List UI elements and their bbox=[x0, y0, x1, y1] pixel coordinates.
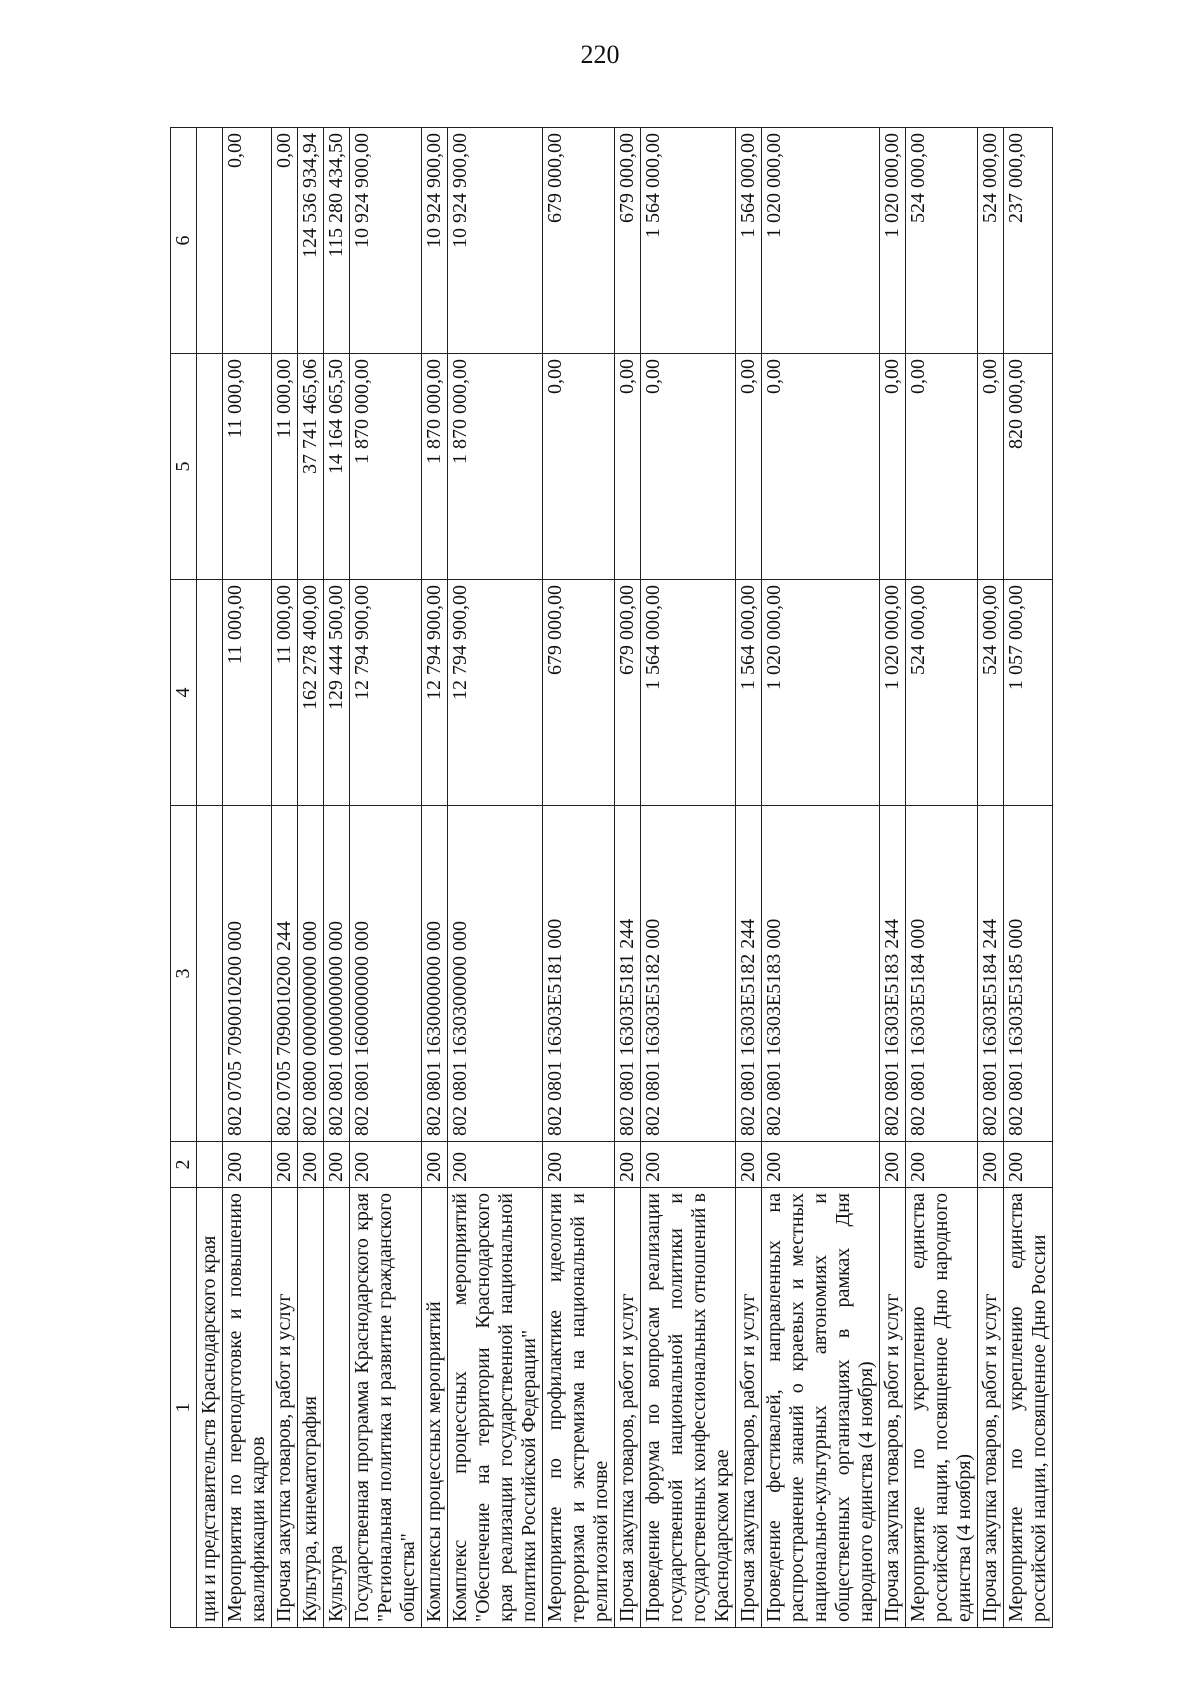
cell-name: Государственная программа Краснодарского края "Региональная политика и развитие гражданского общества" bbox=[350, 1188, 422, 1628]
cell-v4: 679 000,00 bbox=[615, 580, 641, 806]
cell-name: Мероприятия по переподготовке и повышению квалификации кадров bbox=[223, 1188, 272, 1628]
cell-code: 200 bbox=[223, 1142, 272, 1188]
table-row bbox=[448, 128, 543, 1628]
cell-name: Прочая закупка товаров, работ и услуг bbox=[736, 1188, 762, 1628]
cell-v6 bbox=[197, 128, 223, 354]
cell-kbk: 802 0801 16303E5182 000 bbox=[641, 806, 736, 1142]
rotated-table-container bbox=[170, 128, 1075, 1628]
cell-v6: 10 924 900,00 bbox=[350, 128, 422, 354]
cell-v6: 524 000,00 bbox=[906, 128, 978, 354]
header-cell: 5 bbox=[171, 354, 197, 580]
cell-kbk: 802 0801 16303E5183 244 bbox=[880, 806, 906, 1142]
cell-v4: 12 794 900,00 bbox=[422, 580, 448, 806]
header-cell: 3 bbox=[171, 806, 197, 1142]
cell-code: 200 bbox=[641, 1142, 736, 1188]
cell-v4: 524 000,00 bbox=[978, 580, 1004, 806]
table-row bbox=[641, 128, 736, 1628]
table-row bbox=[298, 128, 324, 1628]
cell-kbk: 802 0801 0000000000 000 bbox=[324, 806, 350, 1142]
cell-v4: 129 444 500,00 bbox=[324, 580, 350, 806]
cell-v4: 12 794 900,00 bbox=[448, 580, 543, 806]
cell-kbk: 802 0801 16303E5181 000 bbox=[543, 806, 615, 1142]
cell-v4: 1 057 000,00 bbox=[1004, 580, 1053, 806]
cell-code: 200 bbox=[615, 1142, 641, 1188]
cell-v5: 0,00 bbox=[978, 354, 1004, 580]
cell-kbk: 802 0801 16303E5184 244 bbox=[978, 806, 1004, 1142]
cell-v4: 1 564 000,00 bbox=[641, 580, 736, 806]
cell-v6: 1 564 000,00 bbox=[736, 128, 762, 354]
cell-v5: 1 870 000,00 bbox=[448, 354, 543, 580]
cell-v6: 1 020 000,00 bbox=[762, 128, 880, 354]
table-row bbox=[880, 128, 906, 1628]
table-row bbox=[543, 128, 615, 1628]
cell-v6: 679 000,00 bbox=[543, 128, 615, 354]
header-row bbox=[171, 128, 197, 1628]
table-row bbox=[197, 128, 223, 1628]
table-row bbox=[223, 128, 272, 1628]
cell-v6: 679 000,00 bbox=[615, 128, 641, 354]
header-cell: 4 bbox=[171, 580, 197, 806]
cell-v6: 0,00 bbox=[223, 128, 272, 354]
cell-code: 200 bbox=[543, 1142, 615, 1188]
cell-v6: 10 924 900,00 bbox=[448, 128, 543, 354]
cell-v4: 1 564 000,00 bbox=[736, 580, 762, 806]
cell-kbk bbox=[197, 806, 223, 1142]
cell-name: Комплекс процессных мероприятий "Обеспечение на территории Краснодарского края реализации государственной национальной политики Российской Федерации" bbox=[448, 1188, 543, 1628]
table-row bbox=[762, 128, 880, 1628]
cell-name: Мероприятие по профилактике идеологии терроризма и экстремизма на национальной и религиозной почве bbox=[543, 1188, 615, 1628]
cell-v5: 0,00 bbox=[906, 354, 978, 580]
cell-name: Прочая закупка товаров, работ и услуг bbox=[978, 1188, 1004, 1628]
cell-kbk: 802 0705 7090010200 244 bbox=[272, 806, 298, 1142]
cell-v5: 820 000,00 bbox=[1004, 354, 1053, 580]
cell-code: 200 bbox=[298, 1142, 324, 1188]
table-row bbox=[272, 128, 298, 1628]
cell-code: 200 bbox=[1004, 1142, 1053, 1188]
table-row bbox=[422, 128, 448, 1628]
cell-name: Культура, кинематография bbox=[298, 1188, 324, 1628]
cell-v4: 679 000,00 bbox=[543, 580, 615, 806]
cell-code: 200 bbox=[422, 1142, 448, 1188]
cell-v5: 0,00 bbox=[762, 354, 880, 580]
cell-v6: 524 000,00 bbox=[978, 128, 1004, 354]
cell-v4: 12 794 900,00 bbox=[350, 580, 422, 806]
header-cell: 6 bbox=[171, 128, 197, 354]
cell-v6: 10 924 900,00 bbox=[422, 128, 448, 354]
cell-name: Мероприятие по укреплению единства российской нации, посвященное Дню России bbox=[1004, 1188, 1053, 1628]
header-cell: 1 bbox=[171, 1188, 197, 1628]
cell-code: 200 bbox=[324, 1142, 350, 1188]
cell-v6: 1 564 000,00 bbox=[641, 128, 736, 354]
table-row bbox=[736, 128, 762, 1628]
cell-v4: 524 000,00 bbox=[906, 580, 978, 806]
cell-v6: 0,00 bbox=[272, 128, 298, 354]
table-row bbox=[350, 128, 422, 1628]
cell-kbk: 802 0800 0000000000 000 bbox=[298, 806, 324, 1142]
cell-v6: 1 020 000,00 bbox=[880, 128, 906, 354]
table-row bbox=[615, 128, 641, 1628]
cell-name: Прочая закупка товаров, работ и услуг bbox=[880, 1188, 906, 1628]
cell-name: ции и представительств Краснодарского края bbox=[197, 1188, 223, 1628]
table-row bbox=[978, 128, 1004, 1628]
cell-kbk: 802 0801 16303E5185 000 bbox=[1004, 806, 1053, 1142]
cell-v5: 0,00 bbox=[543, 354, 615, 580]
cell-v6: 237 000,00 bbox=[1004, 128, 1053, 354]
cell-code: 200 bbox=[880, 1142, 906, 1188]
table-row bbox=[1004, 128, 1053, 1628]
cell-v6: 124 536 934,94 bbox=[298, 128, 324, 354]
cell-v6: 115 280 434,50 bbox=[324, 128, 350, 354]
cell-kbk: 802 0801 1630000000 000 bbox=[422, 806, 448, 1142]
cell-v4 bbox=[197, 580, 223, 806]
cell-name: Культура bbox=[324, 1188, 350, 1628]
cell-v4: 11 000,00 bbox=[223, 580, 272, 806]
cell-kbk: 802 0801 16303E5183 000 bbox=[762, 806, 880, 1142]
table-row bbox=[906, 128, 978, 1628]
cell-v5: 11 000,00 bbox=[223, 354, 272, 580]
cell-v4: 162 278 400,00 bbox=[298, 580, 324, 806]
cell-v5: 1 870 000,00 bbox=[350, 354, 422, 580]
cell-code: 200 bbox=[762, 1142, 880, 1188]
cell-v5: 14 164 065,50 bbox=[324, 354, 350, 580]
cell-v5: 0,00 bbox=[736, 354, 762, 580]
cell-code: 200 bbox=[736, 1142, 762, 1188]
cell-code: 200 bbox=[350, 1142, 422, 1188]
cell-v5: 0,00 bbox=[641, 354, 736, 580]
cell-kbk: 802 0801 16303E5182 244 bbox=[736, 806, 762, 1142]
cell-name: Проведение фестивалей, направленных на распространение знаний о краевых и местных национально-культурных автономиях и общественных организациях в рамках Дня народного единства (4 ноября) bbox=[762, 1188, 880, 1628]
cell-kbk: 802 0801 1600000000 000 bbox=[350, 806, 422, 1142]
cell-kbk: 802 0801 16303E5181 244 bbox=[615, 806, 641, 1142]
cell-name: Проведение форума по вопросам реализации государственной национальной политики и государственных конфессиональных отношений в Краснодарском крае bbox=[641, 1188, 736, 1628]
cell-code: 200 bbox=[448, 1142, 543, 1188]
page-number: 220 bbox=[580, 40, 620, 69]
cell-name: Мероприятие по укреплению единства российской нации, посвященное Дню народного единства (4 ноября) bbox=[906, 1188, 978, 1628]
cell-v4: 1 020 000,00 bbox=[762, 580, 880, 806]
cell-kbk: 802 0705 7090010200 000 bbox=[223, 806, 272, 1142]
cell-kbk: 802 0801 1630300000 000 bbox=[448, 806, 543, 1142]
cell-code: 200 bbox=[906, 1142, 978, 1188]
header-cell: 2 bbox=[171, 1142, 197, 1188]
cell-v4: 11 000,00 bbox=[272, 580, 298, 806]
table-row bbox=[324, 128, 350, 1628]
cell-code: 200 bbox=[978, 1142, 1004, 1188]
cell-kbk: 802 0801 16303E5184 000 bbox=[906, 806, 978, 1142]
cell-name: Прочая закупка товаров, работ и услуг bbox=[272, 1188, 298, 1628]
cell-code: 200 bbox=[272, 1142, 298, 1188]
cell-code bbox=[197, 1142, 223, 1188]
cell-v5: 0,00 bbox=[615, 354, 641, 580]
cell-v4: 1 020 000,00 bbox=[880, 580, 906, 806]
cell-name: Прочая закупка товаров, работ и услуг bbox=[615, 1188, 641, 1628]
cell-name: Комплексы процессных мероприятий bbox=[422, 1188, 448, 1628]
cell-v5: 11 000,00 bbox=[272, 354, 298, 580]
budget-table bbox=[170, 127, 1053, 1628]
cell-v5: 37 741 465,06 bbox=[298, 354, 324, 580]
cell-v5: 1 870 000,00 bbox=[422, 354, 448, 580]
cell-v5: 0,00 bbox=[880, 354, 906, 580]
cell-v5 bbox=[197, 354, 223, 580]
